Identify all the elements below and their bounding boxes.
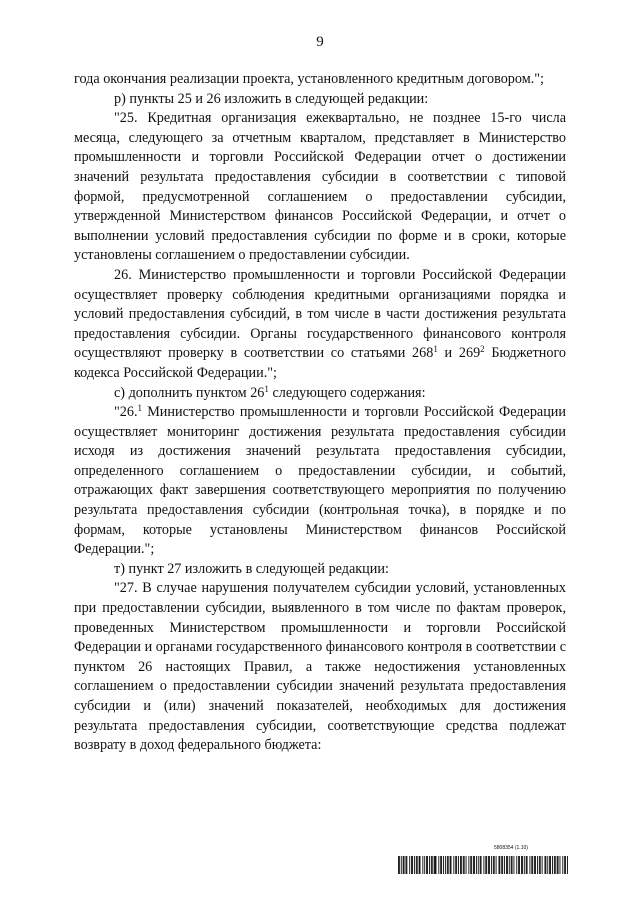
barcode-bar (549, 856, 550, 874)
barcode-bar (555, 856, 556, 874)
barcode-bar (476, 856, 477, 874)
paragraph-continuation: года окончания реализации проекта, установленного кредитным договором."; (74, 71, 544, 87)
superscript-269: 2 (480, 344, 485, 355)
barcode-bar (485, 856, 486, 874)
superscript-point-26-1: 1 (137, 403, 143, 414)
barcode-bar (531, 856, 532, 874)
barcode-bar (447, 856, 448, 874)
point-26-text-a: 26. Министерство промышленности и торговли Российской Федерации осуществляет проверку соблюдения кредитными организациями порядка и условий предоставления субсидий, в том числе в части достижения результата предоставления субсидии. Органы государственного финансового контроля осуществляют проверку в соответствии со статьями 268 (74, 266, 566, 362)
barcode-bar (471, 856, 472, 874)
point-26-text-c: Бюджетного кодекса Российской Федерации."; (74, 345, 567, 381)
barcode-bar (426, 856, 427, 874)
barcode-bar (458, 856, 459, 874)
barcode-bar (542, 856, 543, 874)
barcode-bar (451, 856, 452, 874)
barcode-bar (521, 856, 522, 874)
barcode-bar (432, 856, 433, 874)
barcode (398, 856, 568, 874)
barcode-bar (401, 856, 402, 874)
barcode-bar (499, 856, 500, 874)
barcode-bar (450, 856, 451, 874)
item-s-text-a: с) дополнить пунктом 26 (114, 384, 265, 401)
superscript-268: 1 (433, 344, 438, 355)
barcode-bar (501, 856, 502, 874)
barcode-bar (399, 856, 400, 874)
barcode-bar (516, 856, 517, 874)
barcode-bar (429, 856, 430, 874)
barcode-bar (491, 856, 492, 874)
barcode-bar (522, 856, 523, 874)
barcode-bar (417, 856, 418, 874)
barcode-bar (499, 856, 500, 874)
superscript-26-1: 1 (264, 383, 269, 394)
barcode-bar (456, 856, 457, 874)
barcode-bar (448, 856, 449, 874)
barcode-bar (436, 856, 437, 874)
barcode-bar (409, 856, 410, 874)
paragraph-item-r: р) пункты 25 и 26 изложить в следующей редакции: (114, 90, 429, 107)
barcode-bar (540, 856, 541, 874)
barcode-bar (567, 856, 568, 874)
barcode-bar (565, 856, 566, 874)
barcode-bar (455, 856, 456, 874)
barcode-bar (422, 856, 423, 874)
barcode-bar (416, 856, 417, 874)
barcode-bar (534, 856, 535, 874)
barcode-bar (560, 856, 561, 874)
barcode-bar (431, 856, 432, 874)
barcode-bar (532, 856, 533, 874)
barcode-bar (550, 856, 551, 874)
barcode-bar (411, 856, 412, 874)
paragraph-item-t: т) пункт 27 изложить в следующей редакции: (114, 560, 389, 577)
barcode-bar (440, 856, 441, 874)
barcode-bar (562, 856, 563, 874)
paragraph-item-s (74, 384, 566, 404)
barcode-bar (424, 856, 425, 874)
barcode-bar (537, 856, 538, 874)
barcode-bar (474, 856, 475, 874)
barcode-bar (489, 856, 490, 874)
barcode-bar (414, 856, 415, 874)
barcode-bar (466, 856, 467, 874)
barcode-bar (554, 856, 555, 874)
barcode-bar (427, 856, 428, 874)
barcode-bar (518, 856, 519, 874)
barcode-bar (488, 856, 489, 874)
barcode-bar (558, 856, 559, 874)
barcode-bar (445, 856, 446, 874)
barcode-bar (519, 856, 520, 874)
barcode-bar (438, 856, 439, 874)
paragraph-point-26 (74, 266, 566, 384)
barcode-bar (539, 856, 540, 874)
barcode-bar (507, 856, 508, 874)
barcode-bar (535, 856, 536, 874)
barcode-bar (564, 856, 565, 874)
barcode-bar (496, 856, 497, 874)
barcode-bar (420, 856, 421, 874)
barcode-bar (441, 856, 442, 874)
barcode-bar (557, 856, 558, 874)
barcode-bar (504, 856, 505, 874)
barcode-bar (481, 856, 482, 874)
barcode-bar (502, 856, 503, 874)
barcode-bar (545, 856, 546, 874)
barcode-bar (524, 856, 525, 874)
barcode-bar (434, 856, 435, 874)
paragraph-point-27: "27. В случае нарушения получателем субсидии условий, установленных при предоставлении субсидии, выявленного в том числе по фактам проверок, проведенных Министерством промышленности и торговли Российской Федерации и органами государственного финансового контроля в соответствии с пунктом 26 настоящих Правил, а также недостижения установленных соглашением о предоставлении субсидии значений результата предоставления субсидии и (или) значений показателей, необходимых для достижения результата предоставления субсидии, соответствующие средства подлежат возврату в доход федерального бюджета: (74, 580, 566, 754)
barcode-bar (406, 856, 407, 874)
barcode-bar (470, 856, 471, 874)
barcode-bar (403, 856, 404, 874)
document-code: 5808354 (1.10) (494, 845, 528, 851)
barcode-bar (552, 856, 553, 874)
barcode-bar (406, 856, 407, 874)
page-number: 9 (316, 34, 324, 50)
barcode-bar (483, 856, 484, 874)
barcode-bar (463, 856, 464, 874)
barcode-bar (506, 856, 507, 874)
barcode-bar (486, 856, 487, 874)
barcode-bar (419, 856, 420, 874)
barcode-bar (460, 856, 461, 874)
barcode-bar (473, 856, 474, 874)
barcode-bar (527, 856, 528, 874)
barcode-bar (480, 856, 481, 874)
barcode-bar (453, 856, 454, 874)
barcode-bar (412, 856, 413, 874)
barcode-bar (404, 856, 405, 874)
barcode-bar (464, 856, 465, 874)
barcode-bar (526, 856, 527, 874)
paragraph-point-26-1 (74, 403, 566, 560)
barcode-bar (514, 856, 515, 874)
barcode-bar (461, 856, 462, 874)
barcode-bar (435, 856, 436, 874)
paragraph-point-25: "25. Кредитная организация ежеквартально, не позднее 15-го числа месяца, следующего за отчетным кварталом, представляет в Министерство промышленности и торговли Российской Федерации отчет о достижении значений результата предоставления субсидии в соответствии с типовой формой, предусмотренной соглашением о предоставлении субсидии, утвержденной Министерством финансов Российской Федерации, и отчет о выполнении условий предоставления субсидии по форме и в сроки, которые установлены соглашением о предоставлении субсидии. (74, 110, 566, 264)
barcode-bar (547, 856, 548, 874)
barcode-bar (493, 856, 494, 874)
barcode-bar (494, 856, 495, 874)
point-26-1-number: "26. (114, 404, 138, 421)
barcode-bar (509, 856, 510, 874)
point-26-1-text: Министерство промышленности и торговли Российской Федерации осуществляет мониторинг достижения результата предоставления субсидии исходя из достижения значений результата предоставления субсидии, определенного соглашением о предоставлении субсидии, и событий, отражающих факт завершения соответствующего мероприятия по получению результата предоставления субсидии (контрольная точка), в порядке и по формам, которые установлены Министерством финансов Российской Федерации."; (74, 404, 566, 558)
barcode-bar (398, 856, 399, 874)
barcode-bar (443, 856, 444, 874)
item-s-text-b: следующего содержания: (268, 384, 426, 401)
barcode-bar (511, 856, 512, 874)
point-26-text-b: и 269 (437, 345, 481, 362)
barcode-bar (545, 856, 546, 874)
barcode-bar (468, 856, 469, 874)
barcode-bar (478, 856, 479, 874)
barcode-bar (529, 856, 530, 874)
document-body (74, 70, 566, 756)
barcode-bar (512, 856, 513, 874)
